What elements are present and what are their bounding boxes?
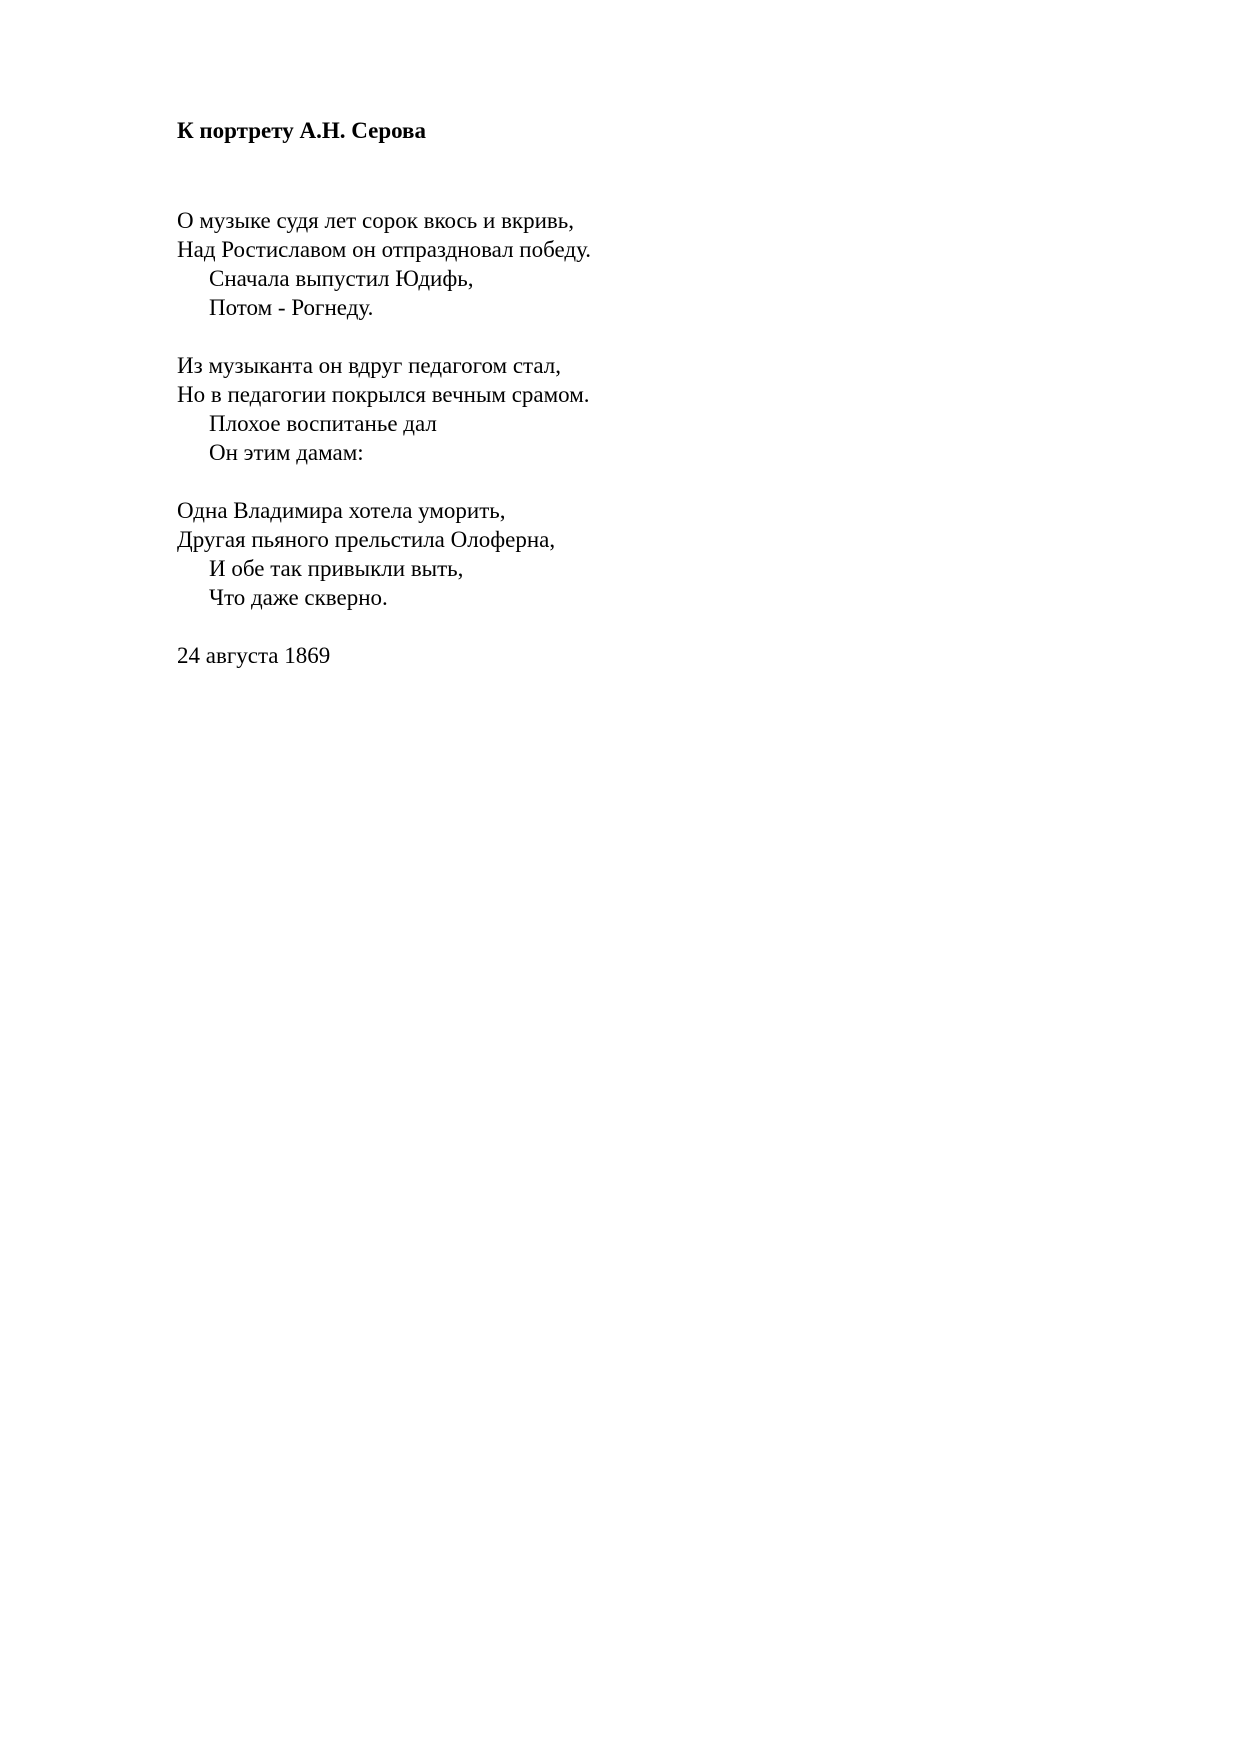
poem-line: И обе так привыкли выть, (209, 556, 464, 581)
poem-line: Другая пьяного прельстила Олоферна, (177, 527, 556, 552)
poem-line: Плохое воспитанье дал (209, 411, 437, 436)
poem-line: Но в педагогии покрылся вечным срамом. (177, 382, 590, 407)
document-content (177, 116, 1077, 670)
poem-line: Из музыканта он вдруг педагогом стал, (177, 353, 561, 378)
stanza-2 (177, 351, 1077, 467)
poem-line: Он этим дамам: (209, 440, 364, 465)
stanza-1 (177, 206, 1077, 322)
poem-line: О музыке судя лет сорок вкось и вкривь, (177, 208, 575, 233)
poem-line: Потом - Рогнеду. (209, 295, 374, 320)
poem-line: Что даже скверно. (209, 585, 388, 610)
poem-line: Сначала выпустил Юдифь, (209, 266, 474, 291)
poem-line: Одна Владимира хотела уморить, (177, 498, 506, 523)
poem-title: К портрету А.Н. Серова (177, 118, 426, 143)
poem-line: Над Ростиславом он отпраздновал победу. (177, 237, 592, 262)
stanza-3 (177, 496, 1077, 612)
poem-date: 24 августа 1869 (177, 643, 331, 668)
poem-body (177, 206, 1077, 670)
